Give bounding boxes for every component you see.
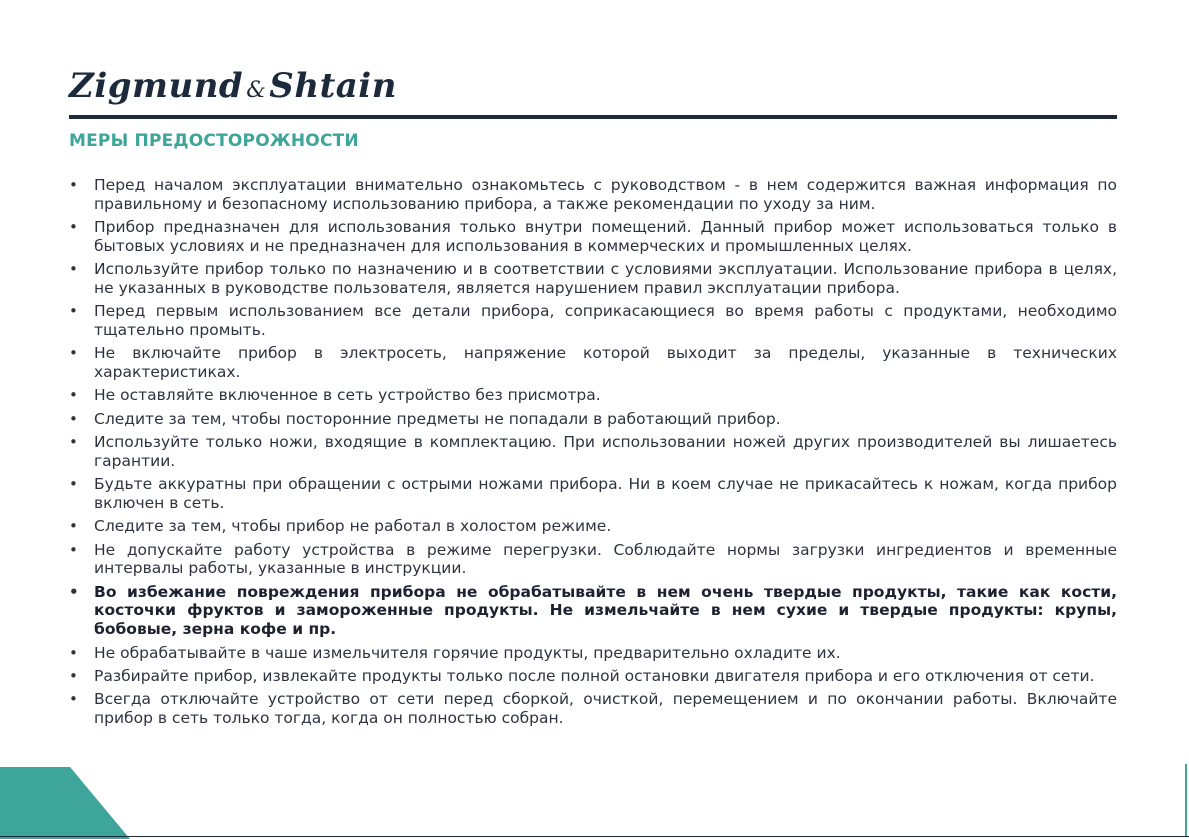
bullet-icon: • xyxy=(69,433,78,452)
precaution-item xyxy=(69,218,1117,256)
bottom-edge-line xyxy=(0,836,1189,837)
precaution-text: Следите за тем, чтобы прибор не работал в холостом режиме. xyxy=(94,517,612,536)
precaution-item xyxy=(69,433,1117,471)
brand-name-left: Zigmund xyxy=(69,66,244,106)
precautions-list xyxy=(69,176,1117,732)
precaution-item xyxy=(69,386,1117,405)
precaution-text: Разбирайте прибор, извлекайте продукты только после полной остановки двигателя прибора и его отключения от сети. xyxy=(94,666,1095,685)
bullet-icon: • xyxy=(69,344,78,363)
precaution-text: Используйте прибор только по назначению и в соответствии с условиями эксплуатации. Использование прибора в целях, не указанных в руководстве пользователя, является нарушением правил эксплуатации прибора. xyxy=(94,260,1117,297)
right-edge-mark xyxy=(1185,764,1187,836)
brand-ampersand: & xyxy=(246,78,267,103)
bullet-icon: • xyxy=(69,260,78,279)
precaution-text: Не оставляйте включенное в сеть устройство без присмотра. xyxy=(94,386,601,405)
precaution-text: Перед началом эксплуатации внимательно ознакомьтесь с руководством - в нем содержится важная информация по правильному и безопасному использованию прибора, а также рекомендации по уходу за ним. xyxy=(94,176,1117,213)
bullet-icon: • xyxy=(69,666,78,685)
precaution-item xyxy=(69,541,1117,579)
precaution-text: Следите за тем, чтобы посторонние предметы не попадали в работающий прибор. xyxy=(94,409,781,428)
corner-decoration xyxy=(0,767,130,839)
precaution-text: Не обрабатывайте в чаше измельчителя горячие продукты, предварительно охладите их. xyxy=(94,643,841,662)
section-title: МЕРЫ ПРЕДОСТОРОЖНОСТИ xyxy=(69,131,359,151)
bullet-icon: • xyxy=(69,386,78,405)
precaution-text: Будьте аккуратны при обращении с острыми ножами прибора. Ни в коем случае не прикасайтесь к ножам, когда прибор включен в сеть. xyxy=(94,475,1117,512)
brand-logo xyxy=(69,66,397,106)
bullet-icon: • xyxy=(69,643,78,662)
precaution-text: Во избежание повреждения прибора не обрабатывайте в нем очень твердые продукты, такие как кости, косточки фруктов и замороженные продукты. Не измельчайте в нем сухие и твердые продукты: крупы, бобовые, зерна кофе и пр. xyxy=(94,582,1117,639)
precaution-item xyxy=(69,260,1117,298)
precaution-item xyxy=(69,517,1117,536)
precaution-item xyxy=(69,583,1117,639)
precaution-item xyxy=(69,644,1117,663)
bullet-icon: • xyxy=(69,409,78,428)
precaution-item xyxy=(69,410,1117,429)
bullet-icon: • xyxy=(69,540,78,559)
precaution-text: Не включайте прибор в электросеть, напряжение которой выходит за пределы, указанные в технических характеристиках. xyxy=(94,344,1117,382)
bullet-icon: • xyxy=(69,582,79,601)
bullet-icon: • xyxy=(69,690,78,709)
bullet-icon: • xyxy=(69,176,78,194)
precaution-text: Всегда отключайте устройство от сети перед сборкой, очисткой, перемещением и по окончании работы. Включайте прибор в сеть только тогда, когда он полностью собран. xyxy=(94,690,1117,727)
brand-name-right: Shtain xyxy=(269,66,397,106)
bullet-icon: • xyxy=(69,302,78,321)
precaution-item xyxy=(69,176,1117,214)
precaution-text: Перед первым использованием все детали прибора, соприкасающиеся во время работы с продуктами, необходимо тщательно промыть. xyxy=(94,302,1117,340)
precaution-text: Прибор предназначен для использования только внутри помещений. Данный прибор может использоваться только в бытовых условиях и не предназначен для использования в коммерческих и промышленных целях. xyxy=(94,218,1117,255)
precaution-item xyxy=(69,690,1117,728)
precaution-item xyxy=(69,302,1117,340)
precaution-item xyxy=(69,667,1117,686)
bullet-icon: • xyxy=(69,218,78,237)
bullet-icon: • xyxy=(69,475,78,494)
precaution-item xyxy=(69,475,1117,513)
bullet-icon: • xyxy=(69,517,78,536)
precaution-item xyxy=(69,344,1117,382)
header-divider xyxy=(69,115,1117,119)
precaution-text: Используйте только ножи, входящие в комплектацию. При использовании ножей других производителей вы лишаетесь гарантии. xyxy=(94,433,1117,470)
precaution-text: Не допускайте работу устройства в режиме перегрузки. Соблюдайте нормы загрузки ингредиентов и временные интервалы работы, указанные в инструкции. xyxy=(94,540,1117,578)
